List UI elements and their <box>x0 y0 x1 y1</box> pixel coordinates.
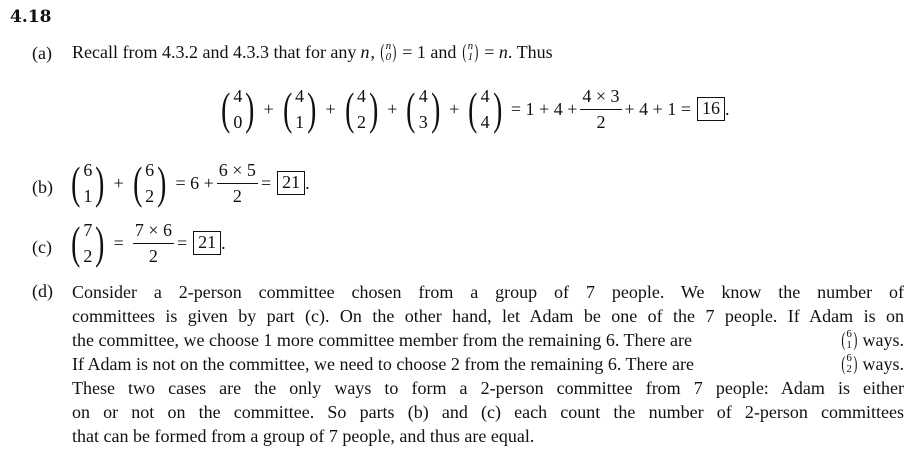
plus-sign: + <box>263 98 274 119</box>
plus-sign: + <box>387 98 398 119</box>
binom-n-0: ( n 0 ) <box>380 40 397 63</box>
part-a-intro-text: Recall from 4.3.2 and 4.3.3 that for any <box>72 41 357 62</box>
part-d-line-6: on or not on the committee. So parts (b) and (c) each count the number of 2-person committees <box>72 402 904 422</box>
part-c-answer-box: 21 <box>193 231 221 255</box>
part-a-rhs-2: + 4 + 1 = <box>624 98 691 119</box>
part-a-intro <box>72 41 553 63</box>
part-b-equation: ( 6 1 ) + ( 6 2 ) = 6 + $\frac{6 \times 5}{2}$ = 21 . <box>68 160 310 206</box>
plus-sign: + <box>325 98 336 119</box>
part-a-answer-box: 16 <box>697 97 725 121</box>
binom-6-2: ( 6 2 ) <box>132 157 167 209</box>
part-a-binom-sum <box>218 83 505 135</box>
part-c-eq: = <box>113 232 124 253</box>
part-d-line-1: Consider a 2-person committee chosen from a group of 7 people. We know the number of <box>72 282 904 302</box>
part-a-n-rhs: n <box>498 41 508 62</box>
part-d-label: (d) <box>32 281 53 301</box>
part-a-label: (a) <box>32 43 52 63</box>
part-a-n: n <box>360 41 370 62</box>
part-c-period: . <box>221 232 226 253</box>
part-c-equation <box>68 217 226 269</box>
part-b-rhs-1: = 6 + <box>175 172 214 193</box>
part-b-eq: = <box>260 172 272 193</box>
part-a-comma: , <box>370 41 375 62</box>
binom-4-2: ( 4 2 ) <box>344 83 379 135</box>
part-d-paragraph <box>72 280 904 448</box>
part-b-period: . <box>305 172 310 193</box>
part-b-fraction: $\frac{6 \times 5}{2}$ <box>218 160 256 206</box>
binom-4-3: ( 4 3 ) <box>406 83 441 135</box>
part-d-line-2: committees is given by part (c). On the other hand, let Adam be one of the 7 people. If Adam is on <box>72 306 904 326</box>
inline-binom-6-2: ( 6 2 ) <box>840 352 858 375</box>
part-c-label: (c) <box>32 237 52 257</box>
part-a-equation <box>218 83 730 135</box>
part-c-eq-2: = <box>176 232 188 253</box>
part-b-answer-box: 21 <box>277 171 305 195</box>
part-a-fraction: $\frac{4 \times 3}{2}$ <box>582 86 620 132</box>
problem-number: 4.18 <box>10 7 52 27</box>
plus-sign: + <box>449 98 460 119</box>
binom-4-4: ( 4 4 ) <box>468 83 502 135</box>
part-a-period: . <box>725 98 730 119</box>
part-a-eq-one: = 1 and <box>397 41 461 62</box>
binom-n-1: ( n 1 ) <box>462 40 479 63</box>
part-a-thus: . Thus <box>507 41 553 62</box>
binom-4-1: ( 4 1 ) <box>282 83 317 135</box>
part-d-line-7: that can be formed from a group of 7 people, and thus are equal. <box>72 426 535 446</box>
binom-6-1: ( 6 1 ) <box>71 157 105 209</box>
binom-4-0: ( 4 0 ) <box>221 83 255 135</box>
binom-7-2: ( 7 2 ) <box>71 217 105 269</box>
inline-binom-6-1: ( 6 1 ) <box>840 328 858 351</box>
part-d-line-5: These two cases are the only ways to form a 2-person committee from 7 people: Adam is either <box>72 378 904 398</box>
part-a-rhs-1: = 1 + 4 + <box>510 98 578 119</box>
part-a-eq-n: = <box>479 41 499 62</box>
part-d-line-4: If Adam is not on the committee, we need to choose 2 from the remaining 6. There are ( 6 2 ) ways. <box>72 352 904 375</box>
part-d-line-3: the committee, we choose 1 more committee member from the remaining 6. There are ( 6 1 ) ways. <box>72 328 904 351</box>
part-b-label: (b) <box>32 177 53 197</box>
part-c-fraction: $\frac{7 \times 6}{2}$ <box>134 220 172 266</box>
